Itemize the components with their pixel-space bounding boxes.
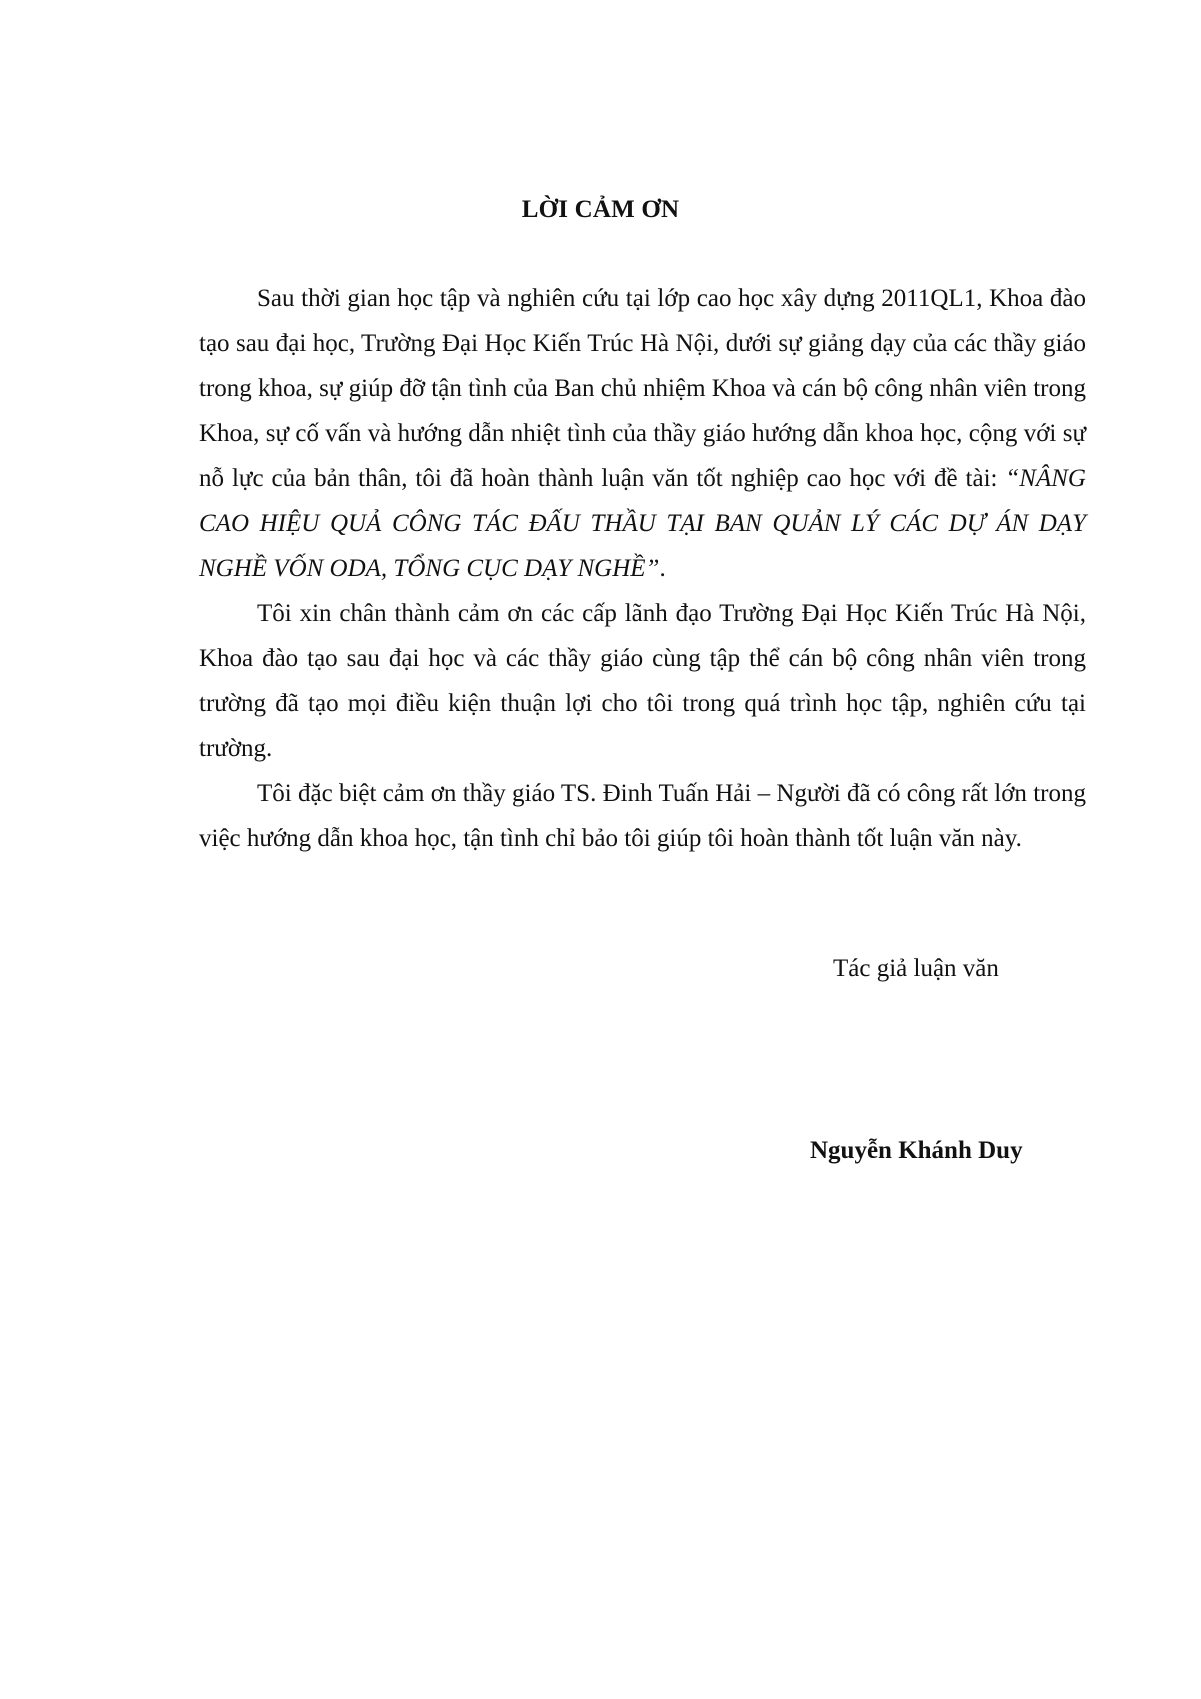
- page-title: LỜI CẢM ƠN: [521, 196, 680, 223]
- author-label: Tác giả luận văn: [833, 955, 999, 982]
- author-name: Nguyễn Khánh Duy: [810, 1137, 1023, 1164]
- paragraph-1-end: .: [659, 555, 666, 582]
- paragraph-2: Tôi xin chân thành cảm ơn các cấp lãnh đạo Trường Đại Học Kiến Trúc Hà Nội, Khoa đào tạo sau đại học và các thầy giáo cùng tập thể cán bộ công nhân viên trong trường đã tạo mọi điều kiện thuận lợi cho tôi trong quá trình học tập, nghiên cứu tại trường.: [199, 600, 1086, 762]
- paragraph-1: [199, 276, 1086, 591]
- acknowledgement-body: [199, 276, 1086, 861]
- paragraph-1-text: Sau thời gian học tập và nghiên cứu tại lớp cao học xây dựng 2011QL1, Khoa đào tạo sau đại học, Trường Đại Học Kiến Trúc Hà Nội, dưới sự giảng dạy của các thầy giáo trong khoa, sự giúp đỡ tận tình của Ban chủ nhiệm Khoa và cán bộ công nhân viên trong Khoa, sự cố vấn và hướng dẫn nhiệt tình của thầy giáo hướng dẫn khoa học, cộng với sự nỗ lực của bản thân, tôi đã hoàn thành luận văn tốt nghiệp cao học với đề tài:: [199, 285, 1086, 492]
- thesis-title: “NÂNG CAO HIỆU QUẢ CÔNG TÁC ĐẤU THẦU TẠI BAN QUẢN LÝ CÁC DỰ ÁN DẠY NGHỀ VỐN ODA, TỔNG CỤC DẠY NGHỀ”: [199, 465, 1086, 582]
- paragraph-3: Tôi đặc biệt cảm ơn thầy giáo TS. Đinh Tuấn Hải – Người đã có công rất lớn trong việc hướng dẫn khoa học, tận tình chỉ bảo tôi giúp tôi hoàn thành tốt luận văn này.: [199, 780, 1086, 852]
